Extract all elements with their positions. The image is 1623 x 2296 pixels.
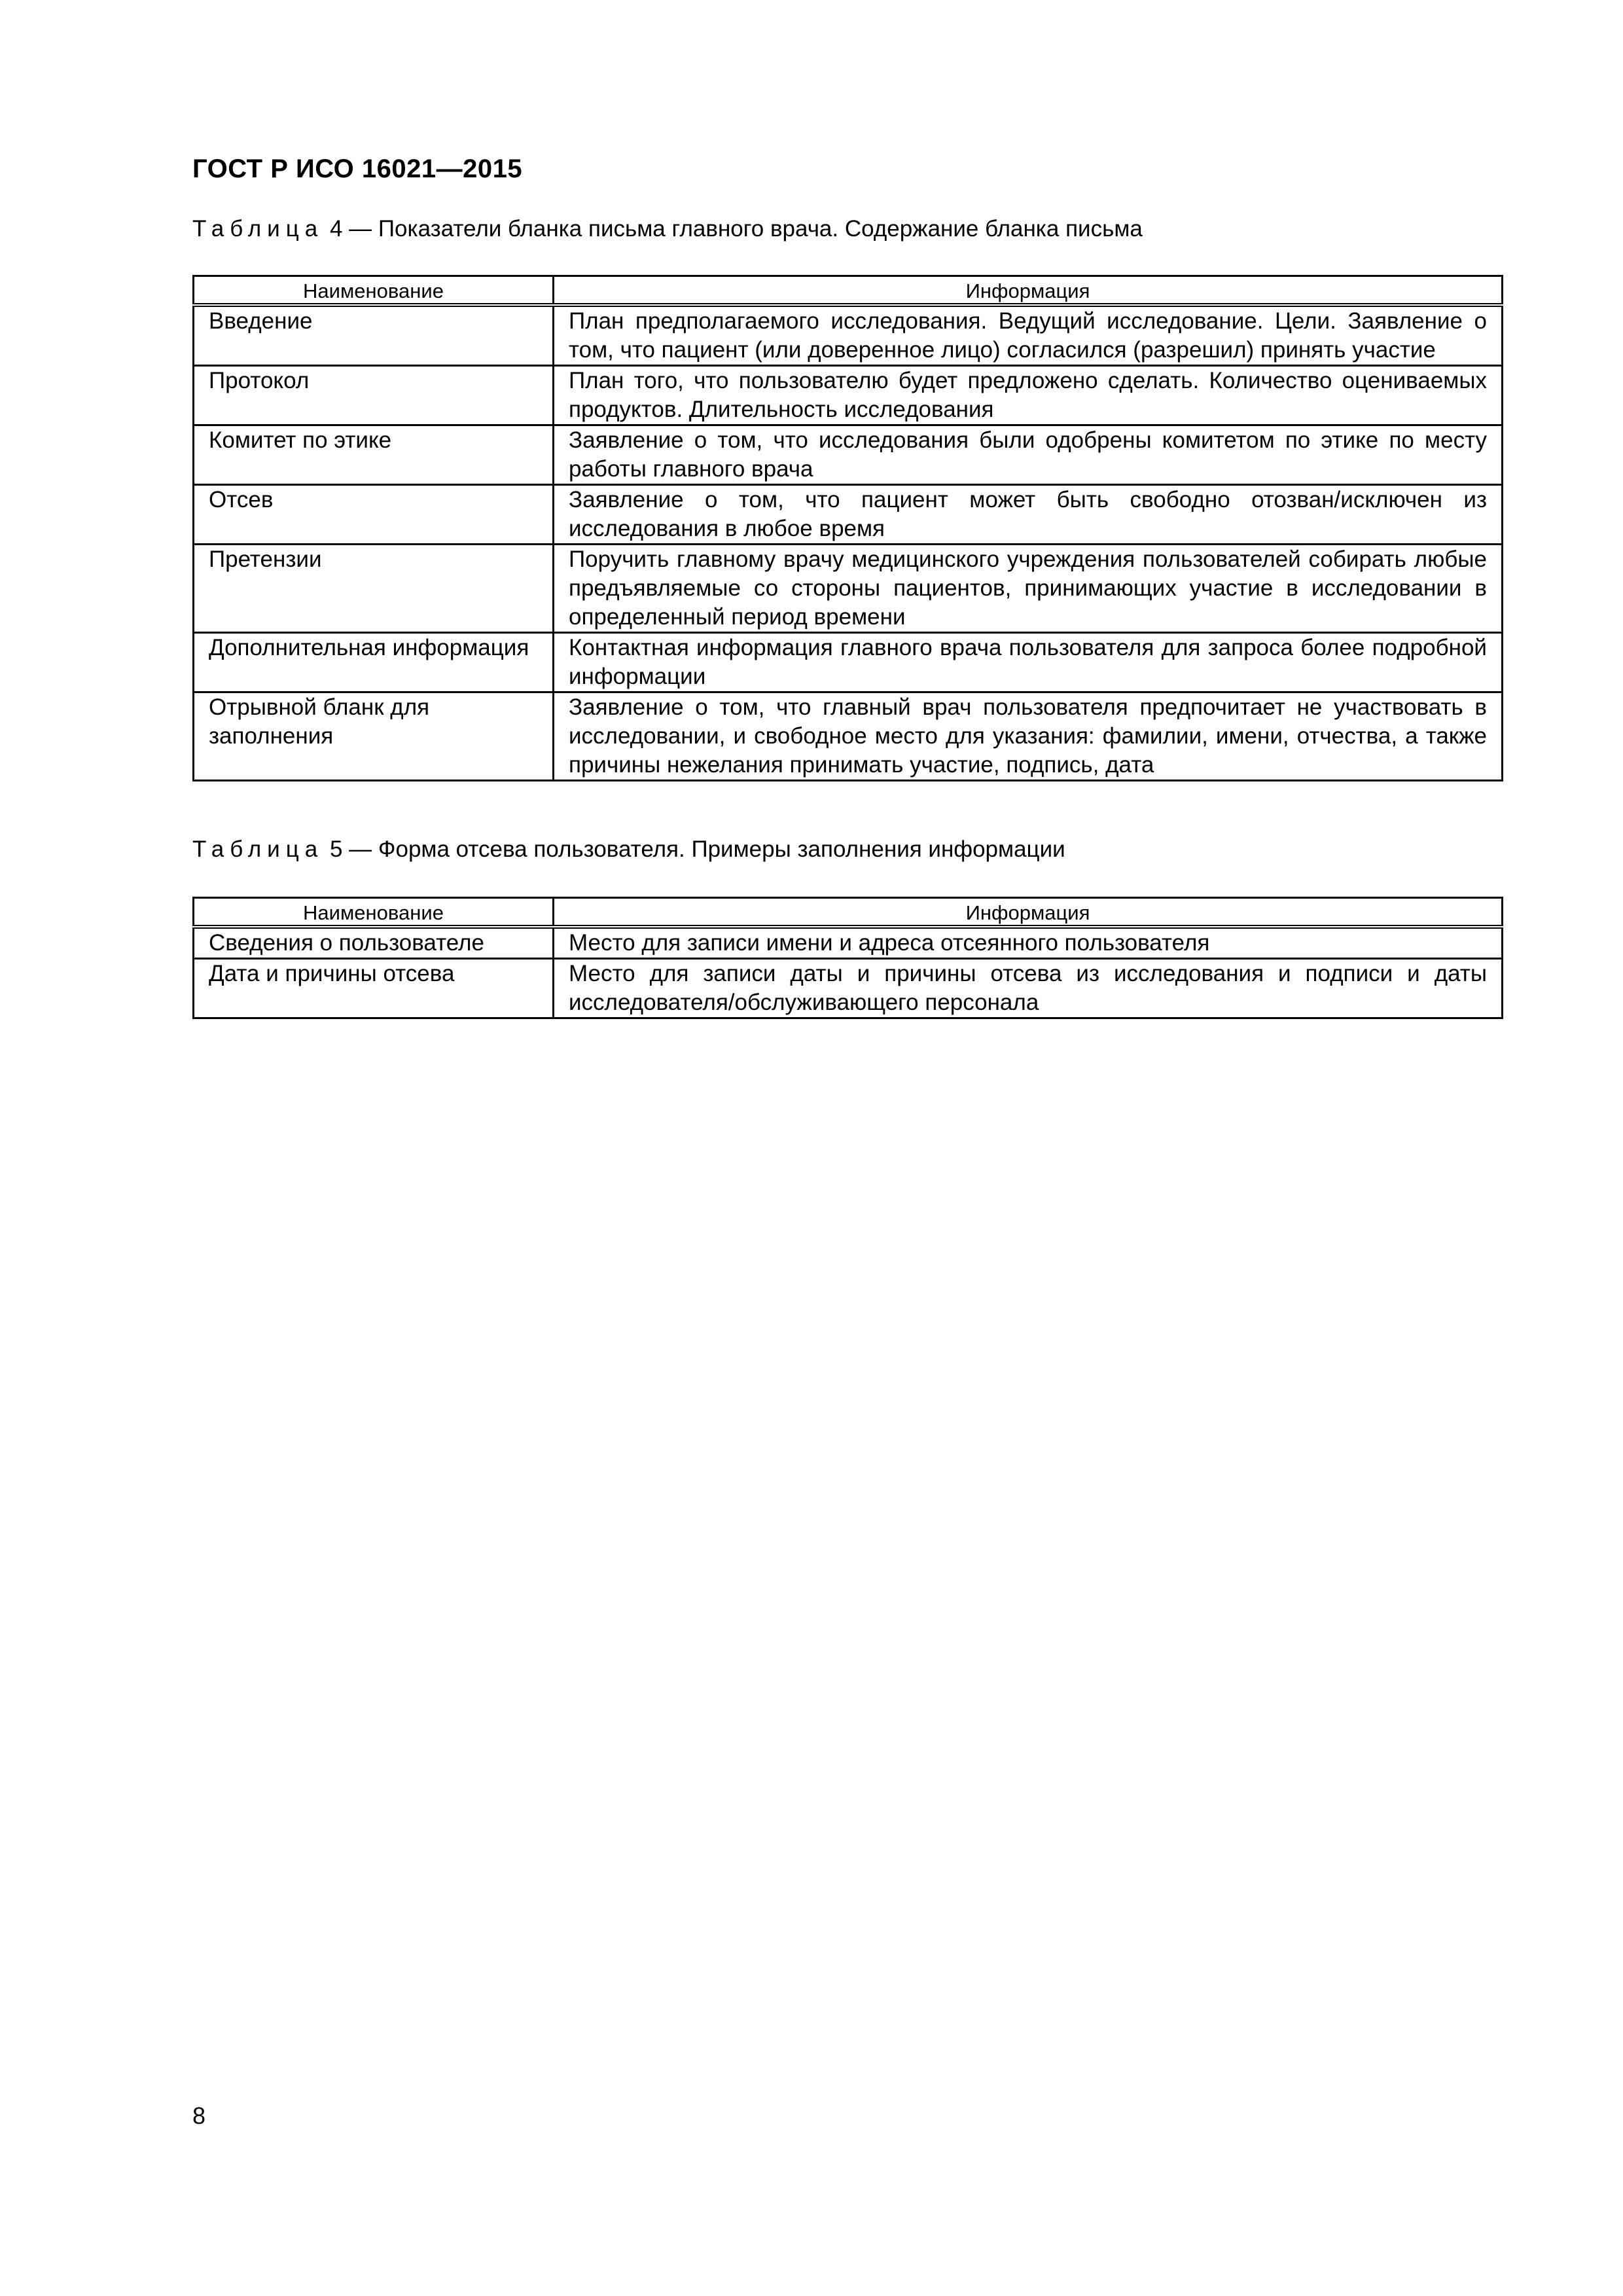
table-4-col-name-header: Наименование xyxy=(194,276,554,306)
row-info-cell: Контактная информация главного врача пользователя для запроса более подробной информации xyxy=(554,633,1503,692)
table-5-caption-text: 5 — Форма отсева пользователя. Примеры заполнения информации xyxy=(323,836,1065,862)
table-5-col-name-header: Наименование xyxy=(194,898,554,927)
row-info-cell: Заявление о том, что главный врач пользователя предпочитает не участвовать в исследовании, и свободное место для указания: фамилии, имени, отчества, а также причины нежелания принимать участие, подпись, дата xyxy=(554,692,1503,781)
table-row xyxy=(194,425,1503,485)
table-4-col-info-header: Информация xyxy=(554,276,1503,306)
row-name-cell: Отсев xyxy=(194,485,554,545)
table-5-col-info-header: Информация xyxy=(554,898,1503,927)
table-row xyxy=(194,959,1503,1018)
table-5-caption xyxy=(192,836,1065,863)
table-row xyxy=(194,633,1503,692)
table-4-caption xyxy=(192,216,1143,242)
table-row xyxy=(194,485,1503,545)
table-row xyxy=(194,305,1503,366)
table-row xyxy=(194,927,1503,959)
row-info-cell: Заявление о том, что исследования были одобрены комитетом по этике по месту работы главного врача xyxy=(554,425,1503,485)
row-name-cell: Претензии xyxy=(194,545,554,633)
row-info-cell: Место для записи даты и причины отсева из исследования и подписи и даты исследователя/обслуживающего персонала xyxy=(554,959,1503,1018)
table-4-header-row xyxy=(194,276,1503,306)
table-4-caption-label: Таблица xyxy=(192,216,324,242)
row-name-cell: Протокол xyxy=(194,366,554,425)
table-4 xyxy=(192,275,1503,781)
table-row xyxy=(194,545,1503,633)
row-name-cell: Сведения о пользователе xyxy=(194,927,554,959)
row-info-cell: Заявление о том, что пациент может быть свободно отозван/исключен из исследования в любое время xyxy=(554,485,1503,545)
page-number: 8 xyxy=(192,2102,206,2129)
document-header: ГОСТ Р ИСО 16021—2015 xyxy=(192,154,523,183)
row-name-cell: Введение xyxy=(194,305,554,366)
row-name-cell: Комитет по этике xyxy=(194,425,554,485)
table-row xyxy=(194,692,1503,781)
table-row xyxy=(194,366,1503,425)
row-name-cell: Дополнительная информация xyxy=(194,633,554,692)
table-4-caption-text: 4 — Показатели бланка письма главного врача. Содержание бланка письма xyxy=(323,216,1143,242)
row-name-cell: Отрывной бланк для заполнения xyxy=(194,692,554,781)
table-5-caption-label: Таблица xyxy=(192,836,324,862)
row-info-cell: Место для записи имени и адреса отсеянного пользователя xyxy=(554,927,1503,959)
row-info-cell: План того, что пользователю будет предложено сделать. Количество оцениваемых продуктов. Длительность исследования xyxy=(554,366,1503,425)
row-name-cell: Дата и причины отсева xyxy=(194,959,554,1018)
row-info-cell: План предполагаемого исследования. Ведущий исследование. Цели. Заявление о том, что пациент (или доверенное лицо) согласился (разрешил) принять участие xyxy=(554,305,1503,366)
row-info-cell: Поручить главному врачу медицинского учреждения пользователей собирать любые предъявляемые со стороны пациентов, принимающих участие в исследовании в определенный период времени xyxy=(554,545,1503,633)
table-5-header-row xyxy=(194,898,1503,927)
table-5 xyxy=(192,897,1503,1019)
